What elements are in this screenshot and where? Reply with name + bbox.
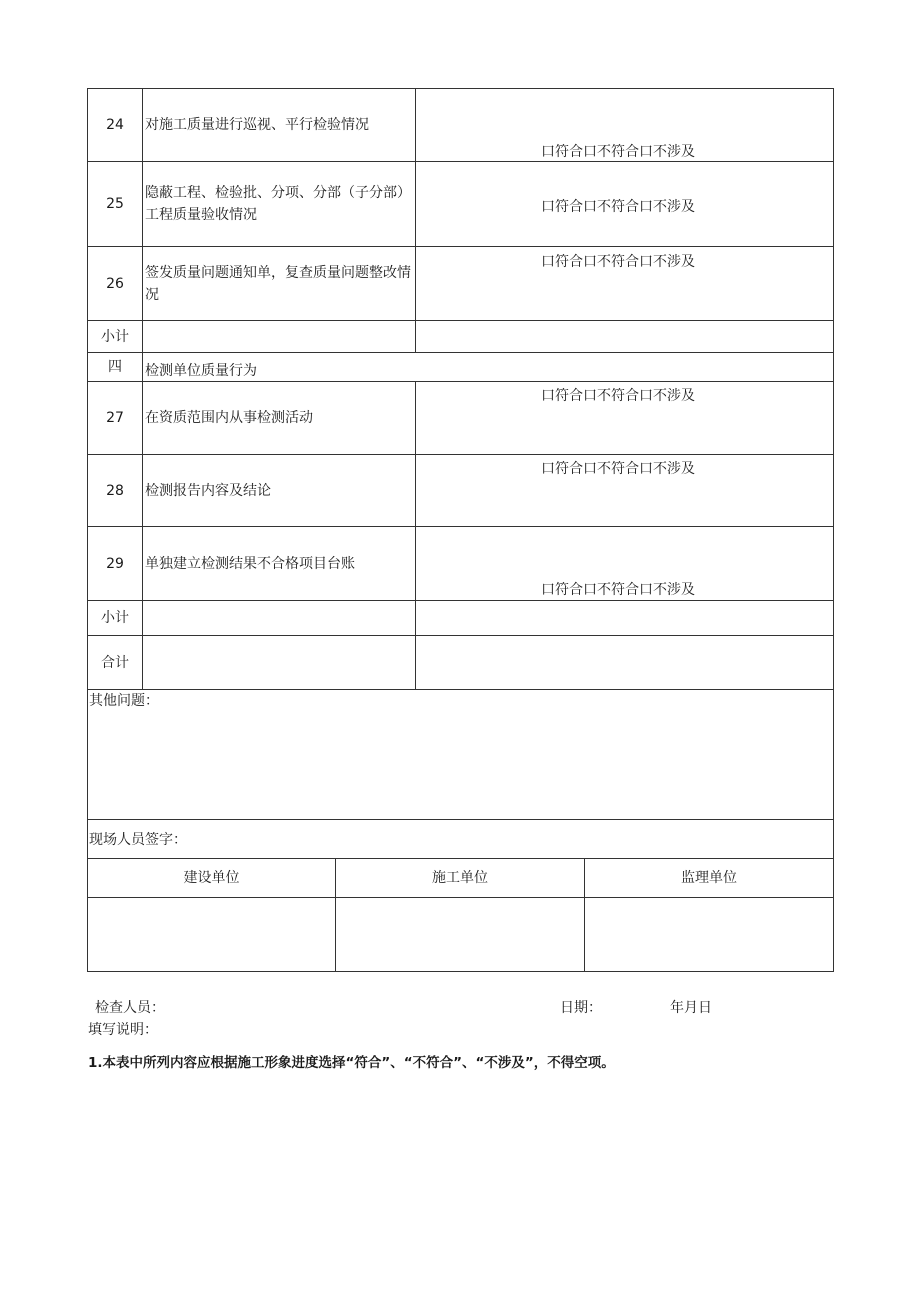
date-format: 年月日 [670, 1000, 712, 1016]
total-label: 合计 [101, 654, 129, 671]
notes-title: 填写说明： [88, 1022, 158, 1038]
row-item-text: 签发质量问题通知单，复查质量问题整改情况 [145, 264, 411, 303]
row-item-text: 在资质范围内从事检测活动 [145, 410, 313, 426]
subtotal-label: 小计 [101, 610, 129, 626]
row-number: 29 [106, 555, 124, 572]
compliance-options[interactable]: 口符合口不符合口不涉及 [541, 582, 695, 598]
signature-box-supervisor[interactable] [585, 898, 833, 971]
signature-box-contractor[interactable] [336, 898, 584, 971]
other-issues-area[interactable] [90, 714, 830, 814]
row-item-text: 对施工质量进行巡视、平行检验情况 [145, 117, 369, 133]
sign-unit-contractor: 施工单位 [432, 870, 488, 886]
section-number: 四 [108, 359, 122, 375]
row-item-text: 检测报告内容及结论 [145, 482, 271, 499]
row-number: 27 [106, 410, 124, 426]
sign-unit-construction: 建设单位 [183, 870, 240, 886]
row-number: 26 [106, 275, 124, 292]
row-number: 28 [106, 482, 124, 499]
row-number: 24 [106, 117, 124, 133]
inspector-label: 检查人员： [95, 1000, 165, 1016]
section-title: 检测单位质量行为 [145, 363, 257, 379]
compliance-options[interactable]: 口符合口不符合口不涉及 [541, 388, 695, 404]
row-item-text: 单独建立检测结果不合格项目台账 [145, 555, 355, 572]
compliance-options[interactable]: 口符合口不符合口不涉及 [541, 199, 695, 215]
other-issues-label: 其他问题： [89, 693, 159, 709]
signature-box-construction[interactable] [88, 898, 335, 971]
compliance-options[interactable]: 口符合口不符合口不涉及 [541, 254, 695, 270]
signatures-label: 现场人员签字： [89, 832, 187, 848]
note-1: 1.本表中所列内容应根据施工形象进度选择“符合”、“不符合”、“不涉及”，不得空项。 [88, 1055, 615, 1071]
row-item-text: 隐蔽工程、检验批、分项、分部（子分部）工程质量验收情况 [145, 185, 411, 223]
compliance-options[interactable]: 口符合口不符合口不涉及 [541, 461, 695, 477]
subtotal-label: 小计 [101, 328, 129, 345]
date-label: 日期： [560, 1000, 602, 1016]
row-number: 25 [106, 196, 124, 212]
compliance-options[interactable]: 口符合口不符合口不涉及 [541, 144, 695, 160]
sign-unit-supervisor: 监理单位 [681, 870, 737, 886]
